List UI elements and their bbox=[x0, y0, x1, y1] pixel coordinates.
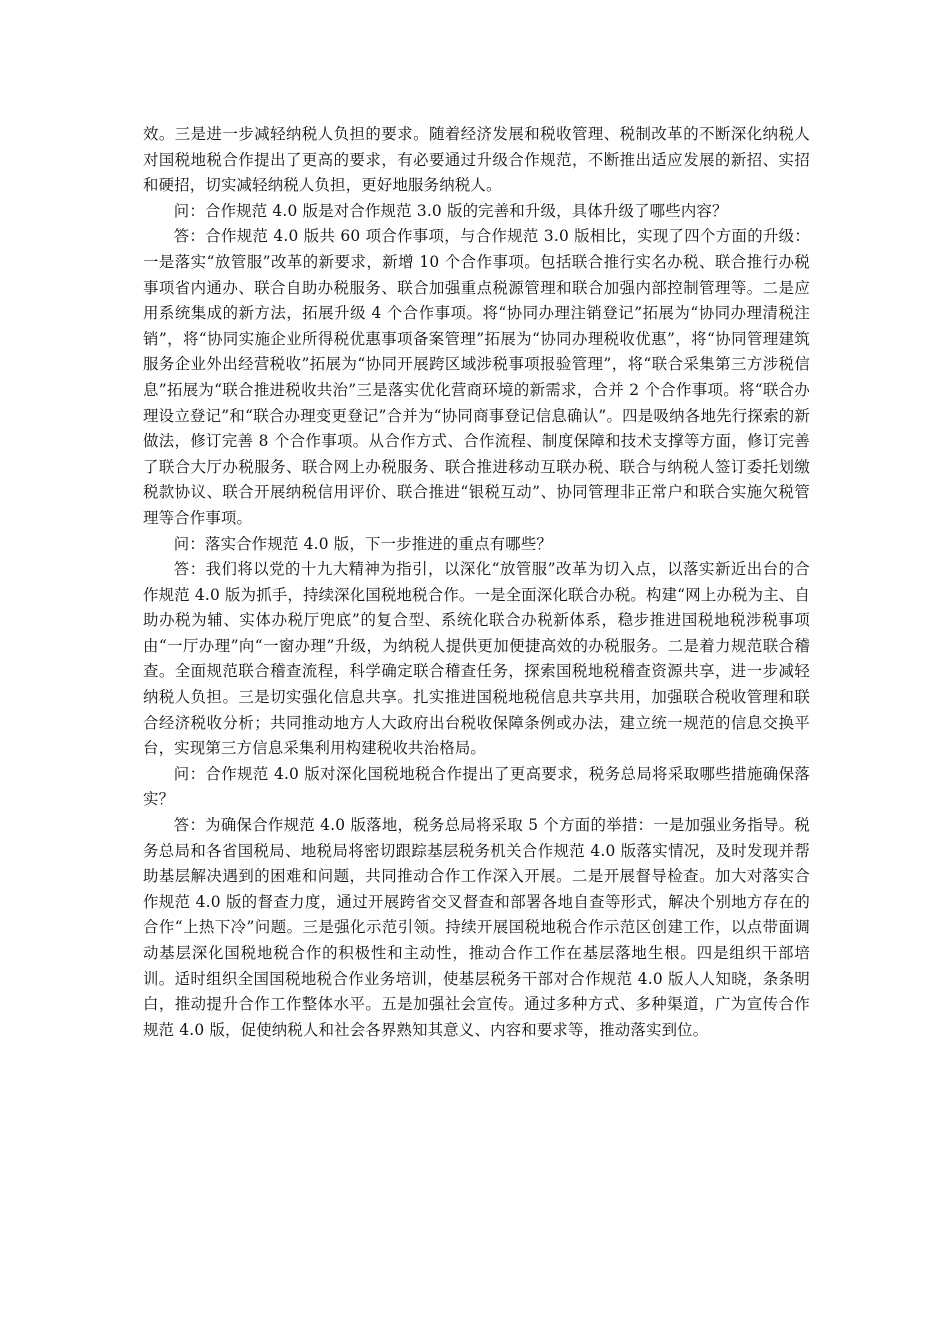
paragraph-answer-measures: 答：为确保合作规范 4.0 版落地，税务总局将采取 5 个方面的举措：一是加强业务指导。税务总局和各省国税局、地税局将密切跟踪基层税务机关合作规范 4.0 版落实情况，及时发现并帮助基层解决遇到的困难和问题，共同推动合作工作深入开展。二是开展督导检查。加大对落实合作规范 4.0 版的督查力度，通过开展跨省交叉督查和部署各地自查等形式，解决个别地方存在的合作“上热下冷”问题。三是强化示范引领。持续开展国税地税合作示范区创建工作，以点带面调动基层深化国税地税合作的积极性和主动性，推动合作工作在基层落地生根。四是组织干部培训。适时组织全国国税地税合作业务培训，使基层税务干部对合作规范 4.0 版人人知晓，条条明白，推动提升合作工作整体水平。五是加强社会宣传。通过多种方式、多种渠道，广为宣传合作规范 4.0 版，促使纳税人和社会各界熟知其意义、内容和要求等，推动落实到位。 bbox=[143, 816, 810, 1039]
document-body bbox=[143, 122, 810, 1043]
paragraph-question-priorities: 问：落实合作规范 4.0 版，下一步推进的重点有哪些？ bbox=[173, 534, 553, 553]
paragraph-question-upgrade: 问：合作规范 4.0 版是对合作规范 3.0 版的完善和升级，具体升级了哪些内容？ bbox=[173, 201, 728, 220]
paragraph-answer-upgrade: 答：合作规范 4.0 版共 60 项合作事项，与合作规范 3.0 版相比，实现了四个方面的升级：一是落实“放管服”改革的新要求，新增 10 个合作事项。包括联合推行实名办税、联合推行办税事项省内通办、联合自助办税服务、联合加强重点税源管理和联合加强内部控制管理等。二是应用系统集成的新方法，拓展升级 4 个合作事项。将“协同办理注销登记”拓展为“协同办理清税注销”，将“协同实施企业所得税优惠事项备案管理”拓展为“协同办理税收优惠”，将“协同管理建筑服务企业外出经营税收”拓展为“协同开展跨区域涉税事项报验管理”，将“联合采集第三方涉税信息”拓展为“联合推进税收共治”三是落实优化营商环境的新需求，合并 2 个合作事项。将“联合办理设立登记”和“联合办理变更登记”合并为“协同商事登记信息确认”。四是吸纳各地先行探索的新做法，修订完善 8 个合作事项。从合作方式、合作流程、制度保障和技术支撑等方面，修订完善了联合大厅办税服务、联合网上办税服务、联合推进移动互联办税、联合与纳税人签订委托划缴税款协议、联合开展纳税信用评价、联合推进“银税互动”、协同管理非正常户和联合实施欠税管理等合作事项。 bbox=[143, 227, 810, 527]
paragraph-intro-continuation: 效。三是进一步减轻纳税人负担的要求。随着经济发展和税收管理、税制改革的不断深化纳税人对国税地税合作提出了更高的要求，有必要通过升级合作规范，不断推出适应发展的新招、实招和硬招，切实减轻纳税人负担，更好地服务纳税人。 bbox=[143, 125, 810, 195]
paragraph-question-measures: 问：合作规范 4.0 版对深化国税地税合作提出了更高要求，税务总局将采取哪些措施确保落实？ bbox=[143, 764, 810, 809]
paragraph-answer-priorities: 答：我们将以党的十九大精神为指引，以深化“放管服”改革为切入点，以落实新近出台的合作规范 4.0 版为抓手，持续深化国税地税合作。一是全面深化联合办税。构建“网上办税为主、自助办税为辅、实体办税厅兜底”的复合型、系统化联合办税新体系，稳步推进国税地税涉税事项由“一厅办理”向“一窗办理”升级，为纳税人提供更加便捷高效的办税服务。二是着力规范联合稽查。全面规范联合稽查流程，科学确定联合稽查任务，探索国税地税稽查资源共享，进一步减轻纳税人负担。三是切实强化信息共享。扎实推进国税地税信息共享共用，加强联合税收管理和联合经济税收分析；共同推动地方人大政府出台税收保障条例或办法，建立统一规范的信息交换平台，实现第三方信息采集利用构建税收共治格局。 bbox=[143, 560, 810, 758]
